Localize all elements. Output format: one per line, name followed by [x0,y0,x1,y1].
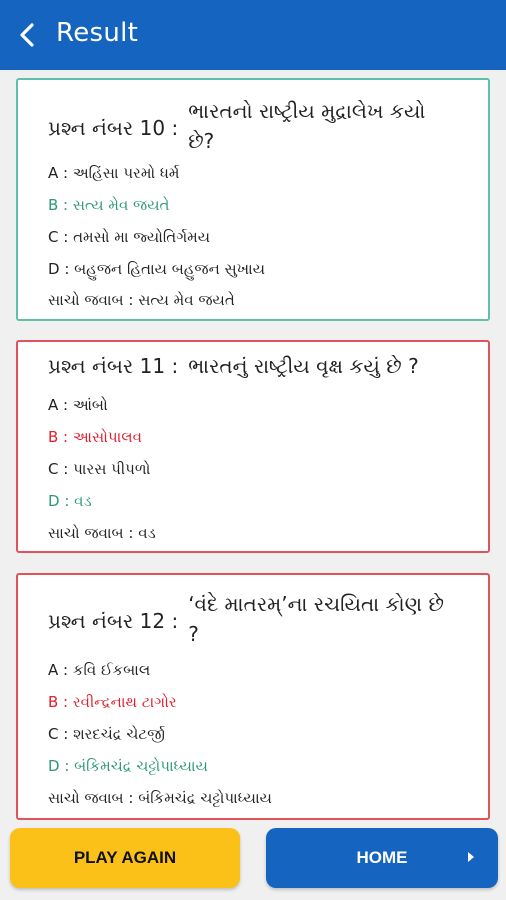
play-again-label: PLAY AGAIN [73,848,177,867]
option-c: C : પારસ પીપળો [48,460,151,478]
chevron-left-icon [16,22,38,48]
option-b: B : સત્ય મેવ જયતે [48,196,170,214]
play-again-button[interactable] [10,828,240,888]
results-list[interactable] [0,70,506,822]
question-row [48,96,448,156]
question-text: ભારતનું રાષ્ટ્રીય વૃક્ષ કયું છે ? [188,354,419,378]
correct-answer: સાચો જવાબ : સત્ય મેવ જયતે [48,291,235,309]
question-card [16,573,490,820]
option-c: C : તમસો મા જ્યોતિર્ગમય [48,228,211,246]
option-b: B : રવીન્દ્રનાથ ટાગોર [48,693,177,711]
question-card [16,340,490,553]
page-title: Result [56,18,139,48]
option-a: A : કવિ ઈકબાલ [48,661,151,679]
question-number: પ્રશ્ન નંબર 10 : [48,116,179,140]
question-row [48,354,419,378]
option-d: D : બહુજન હિતાય બહુજન સુખાય [48,260,265,278]
question-number: પ્રશ્ન નંબર 11 : [48,354,179,378]
option-a: A : અહિંસા પરમો ધર્મ [48,164,180,182]
arrow-right-icon [466,850,476,864]
question-card [16,78,490,321]
question-number: પ્રશ્ન નંબર 12 : [48,609,179,633]
app-bar [0,0,506,70]
option-c: C : શરદચંદ્ર ચેટર્જી [48,725,165,743]
option-d: D : બંકિમચંદ્ર ચટ્ટોપાધ્યાય [48,757,208,775]
option-a: A : આંબો [48,396,108,414]
back-button[interactable] [12,20,42,50]
home-label: HOME [356,848,408,867]
home-button[interactable] [266,828,498,888]
correct-answer: સાચો જવાબ : વડ [48,524,156,542]
question-text: ભારતનો રાષ્ટ્રીય મુદ્રાલેખ કયો છે? [188,99,426,153]
bottom-bar [0,822,506,900]
option-b: B : આસોપાલવ [48,428,142,446]
correct-answer: સાચો જવાબ : બંકિમચંદ્ર ચટ્ટોપાધ્યાય [48,789,272,807]
question-row [48,589,458,649]
question-text: ‘વંદે માતરમ્’ના રચયિતા કોણ છે ? [188,592,444,646]
option-d: D : વડ [48,492,92,510]
